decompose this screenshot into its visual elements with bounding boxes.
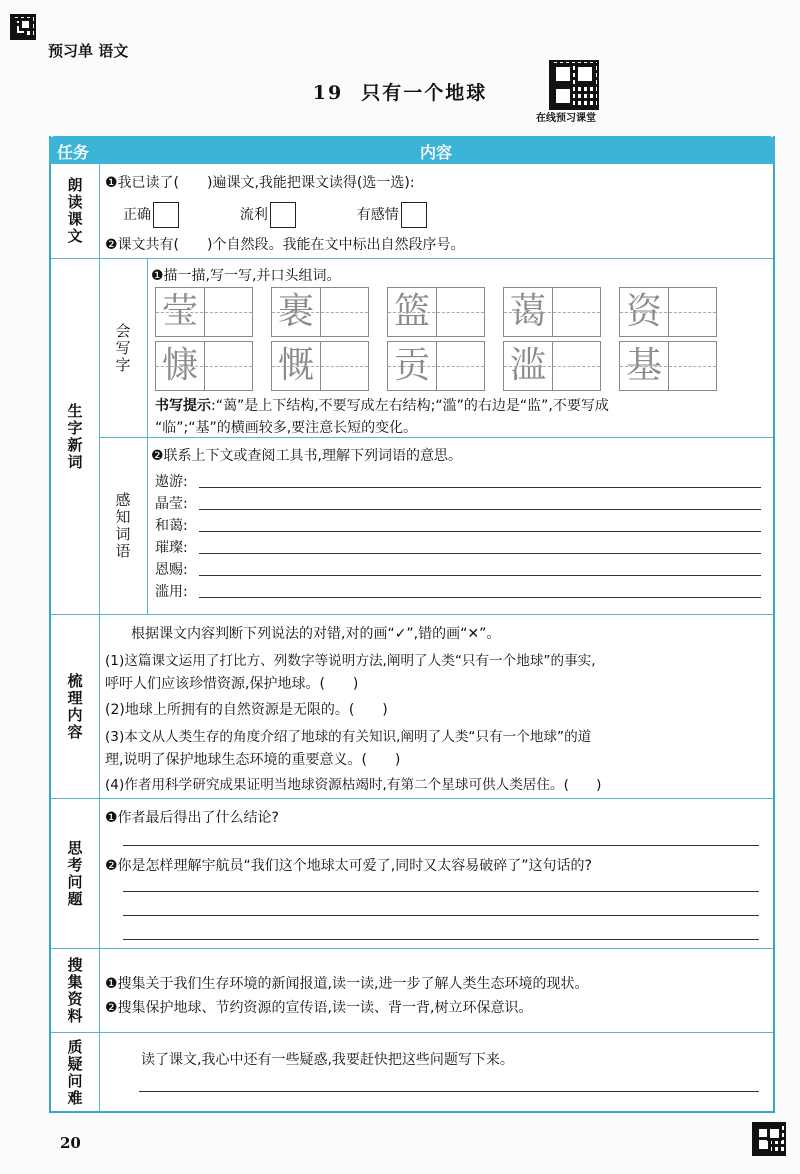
writing-tip-line-1: 书写提示:“蔼”是上下结构,不要写成左右结构;“滥”的右边是“监”,不要写成 (155, 398, 609, 414)
comb-line-6: (4)作者用科学研究成果证明当地球资源枯竭时,有第二个星球可供人类居住。( ) (105, 777, 602, 793)
char-grid-2[interactable]: 裹 (271, 287, 369, 337)
worksheet-table (49, 136, 775, 1113)
corner-qr-code-icon (10, 14, 36, 40)
answer-line-think-1[interactable] (123, 845, 759, 846)
word-2: 晶莹: (155, 496, 188, 512)
footer-qr-code-icon (752, 1122, 786, 1156)
answer-line-word-4[interactable] (199, 553, 761, 554)
label-sense-words: 感知词语 (113, 492, 132, 560)
char-grid-4[interactable]: 蔼 (503, 287, 601, 337)
header-content: 内容 (419, 143, 452, 162)
category-think: 思考问题 (65, 840, 84, 908)
preview-qr-code-icon[interactable] (549, 60, 599, 110)
char-grid-7[interactable]: 慨 (271, 341, 369, 391)
char-grid-5[interactable]: 资 (619, 287, 717, 337)
reading-question-1: ❶我已读了( )遍课文,我能把课文读得(选一选): (105, 175, 415, 191)
table-header (49, 136, 775, 164)
answer-line-word-2[interactable] (199, 509, 761, 510)
category-doubt: 质疑问难 (65, 1038, 84, 1107)
comb-line-2: 呼吁人们应该珍惜资源,保护地球。( ) (105, 676, 359, 692)
option-emotion-label: 有感情 (356, 207, 399, 223)
comb-line-3: (2)地球上所拥有的自然资源是无限的。( ) (105, 702, 388, 718)
category-collect: 搜集资料 (65, 957, 84, 1025)
row-comb (51, 614, 773, 799)
option-correct-label: 正确 (123, 207, 151, 223)
writing-tip-line-2: “临”;“基”的横画较多,要注意长短的变化。 (155, 420, 418, 436)
row-doubt (51, 1032, 773, 1112)
char-grid-8[interactable]: 贡 (387, 341, 485, 391)
option-emotion-box[interactable] (401, 202, 427, 228)
category-vocab: 生字新词 (65, 403, 84, 471)
comb-line-5: 理,说明了保护地球生态环境的重要意义。( ) (105, 752, 401, 768)
comb-line-1: (1)这篇课文运用了打比方、列数字等说明方法,阐明了人类“只有一个地球”的事实, (105, 653, 596, 669)
answer-line-think-4[interactable] (123, 939, 759, 940)
answer-line-word-5[interactable] (199, 575, 761, 576)
row-vocab (51, 258, 773, 615)
word-4: 璀璨: (155, 540, 188, 556)
lesson-number: 19 (312, 82, 344, 104)
subject-tag: 预习单 语文 (48, 42, 129, 60)
category-reading: 朗读课文 (65, 177, 84, 245)
collect-item-2: ❷搜集保护地球、节约资源的宣传语,读一读、背一背,树立环保意识。 (105, 1000, 533, 1016)
word-1: 遨游: (155, 474, 188, 490)
reading-options (123, 202, 427, 228)
row-reading (51, 164, 773, 258)
page-number: 20 (60, 1134, 81, 1152)
doubt-text: 读了课文,我心中还有一些疑惑,我要赶快把这些问题写下来。 (141, 1052, 514, 1068)
word-3: 和蔼: (155, 518, 188, 534)
qr-caption: 在线预习课堂 (536, 113, 596, 124)
answer-line-word-1[interactable] (199, 487, 761, 488)
think-question-1: ❶作者最后得出了什么结论? (105, 810, 279, 826)
write-prompt: ❶描一描,写一写,并口头组词。 (151, 268, 341, 284)
answer-line-think-3[interactable] (123, 915, 759, 916)
option-fluent-box[interactable] (270, 202, 296, 228)
reading-question-2: ❷课文共有( )个自然段。我能在文中标出自然段序号。 (105, 237, 465, 253)
option-fluent-label: 流利 (239, 207, 268, 223)
think-question-2: ❷你是怎样理解宇航员“我们这个地球太可爱了,同时又太容易破碎了”这句话的? (105, 858, 592, 874)
row-collect (51, 948, 773, 1033)
word-6: 滥用: (155, 584, 188, 600)
char-grid-9[interactable]: 滥 (503, 341, 601, 391)
char-grid-6[interactable]: 慷 (155, 341, 253, 391)
answer-line-think-2[interactable] (123, 891, 759, 892)
char-grid-10[interactable]: 基 (619, 341, 717, 391)
category-comb: 梳理内容 (65, 673, 84, 741)
word-5: 恩赐: (155, 562, 188, 578)
comb-intro: 根据课文内容判断下列说法的对错,对的画“✓”,错的画“✕”。 (131, 626, 501, 642)
answer-line-word-6[interactable] (199, 597, 761, 598)
lesson-title: 只有一个地球 (361, 82, 488, 104)
answer-line-word-3[interactable] (199, 531, 761, 532)
collect-item-1: ❶搜集关于我们生存环境的新闻报道,读一读,进一步了解人类生态环境的现状。 (105, 976, 589, 992)
char-grid-3[interactable]: 篮 (387, 287, 485, 337)
label-write-chars: 会写字 (113, 322, 132, 374)
sense-prompt: ❷联系上下文或查阅工具书,理解下列词语的意思。 (151, 448, 462, 464)
char-grid-1[interactable]: 莹 (155, 287, 253, 337)
comb-line-4: (3)本文从人类生存的角度介绍了地球的有关知识,阐明了人类“只有一个地球”的道 (105, 729, 592, 745)
page-title (0, 78, 800, 105)
answer-line-doubt[interactable] (139, 1091, 759, 1092)
option-correct-box[interactable] (153, 202, 179, 228)
row-think (51, 798, 773, 949)
header-task: 任务 (56, 143, 89, 162)
writing-tip-label: 书写提示 (155, 398, 211, 414)
